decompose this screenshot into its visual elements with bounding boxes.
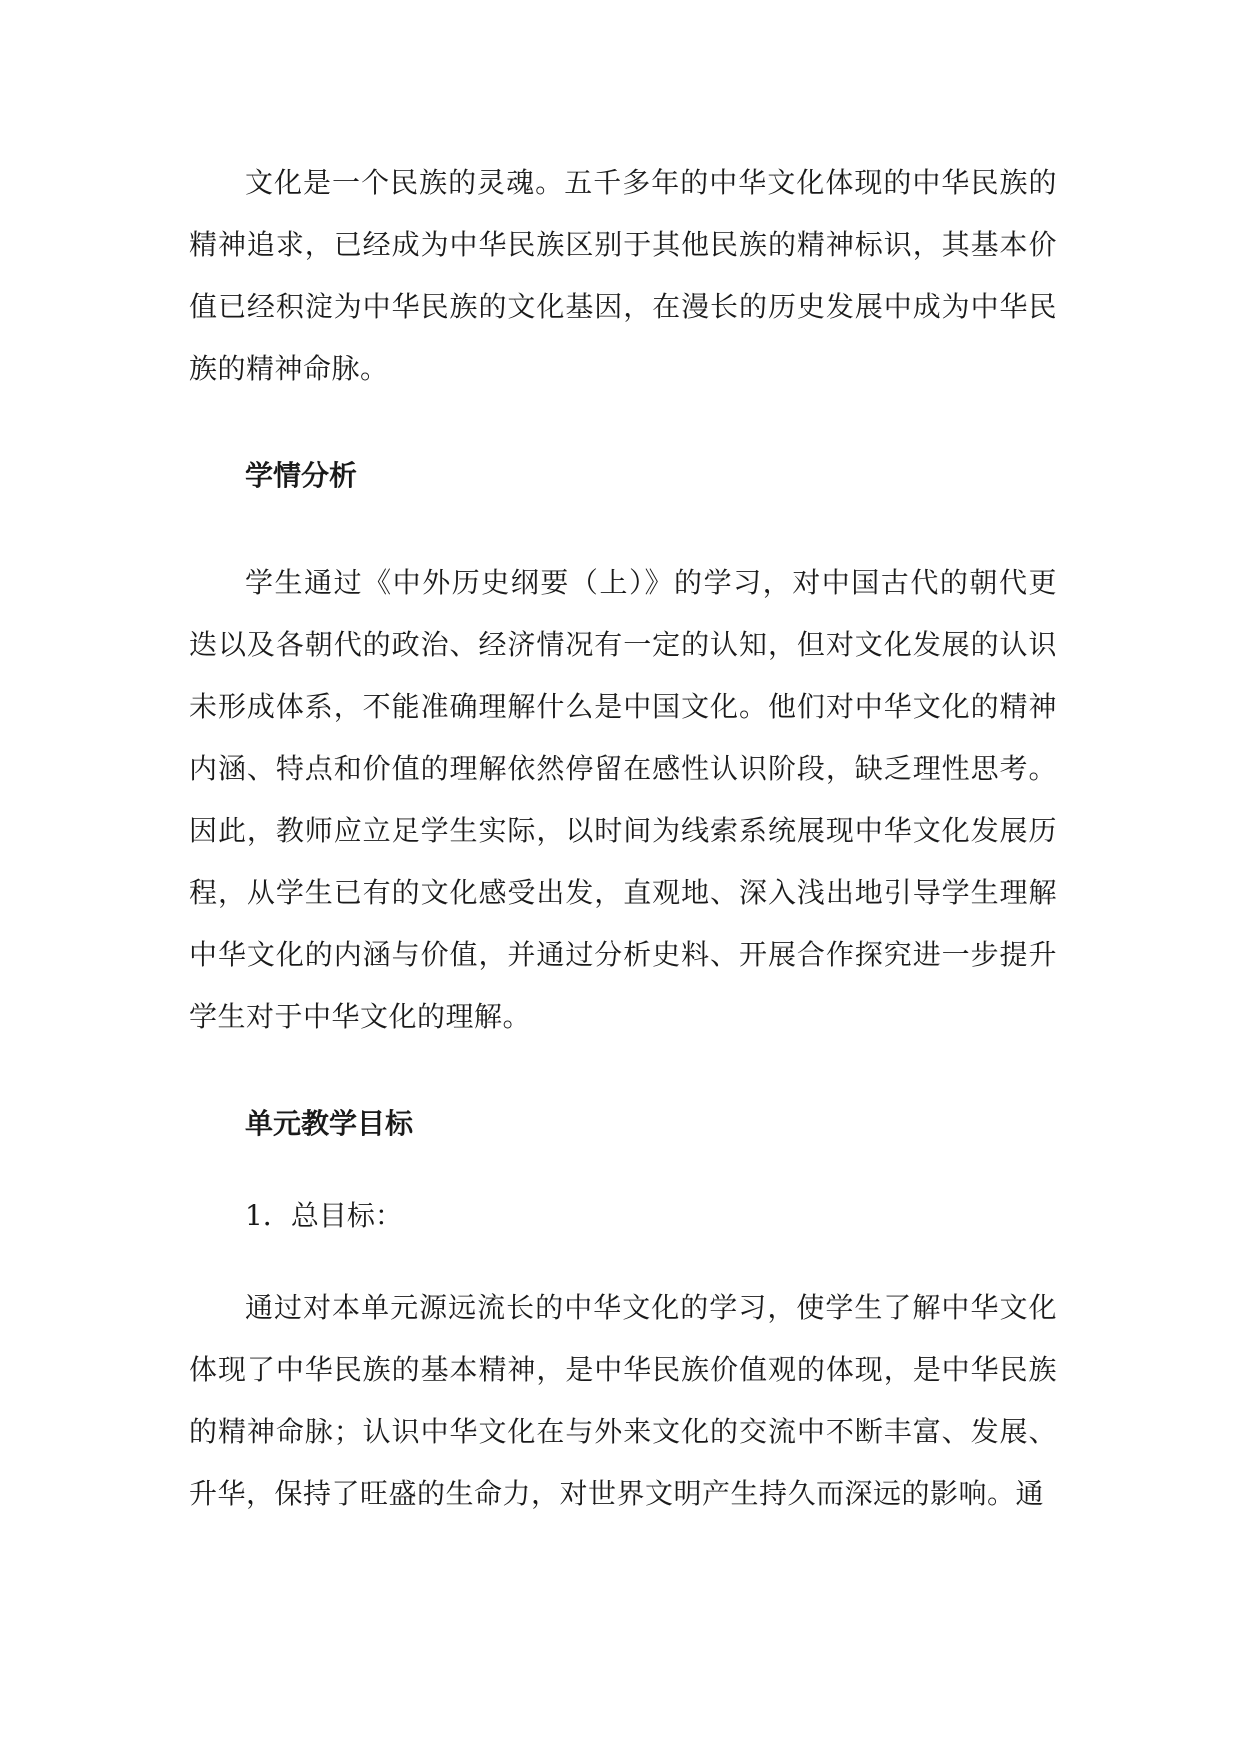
spacer	[189, 400, 1057, 445]
goals-paragraph: 通过对本单元源远流长的中华文化的学习，使学生了解中华文化体现了中华民族的基本精神，是中华民族价值观的体现，是中华民族的精神命脉；认识中华文化在与外来文化的交流中不断丰富、发展、升华，保持了旺盛的生命力，对世界文明产生持久而深远的影响。通	[189, 1291, 1057, 1510]
spacer	[189, 1048, 1057, 1093]
goal-item-label: 1．总目标：	[245, 1199, 403, 1232]
analysis-paragraph: 学生通过《中外历史纲要（上）》的学习，对中国古代的朝代更迭以及各朝代的政治、经济情况有一定的认知，但对文化发展的认识未形成体系，不能准确理解什么是中国文化。他们对中华文化的精神内涵、特点和价值的理解依然停留在感性认识阶段，缺乏理性思考。因此，教师应立足学生实际，以时间为线索系统展现中华文化发展历程，从学生已有的文化感受出发，直观地、深入浅出地引导学生理解中华文化的内涵与价值，并通过分析史料、开展合作探究进一步提升学生对于中华文化的理解。	[189, 566, 1057, 1033]
spacer	[189, 1155, 1057, 1185]
document-body	[189, 152, 1057, 1525]
spacer	[189, 507, 1057, 552]
section-heading-analysis: 学情分析	[245, 459, 358, 492]
spacer	[189, 1247, 1057, 1277]
intro-paragraph: 文化是一个民族的灵魂。五千多年的中华文化体现的中华民族的精神追求，已经成为中华民族区别于其他民族的精神标识，其基本价值已经积淀为中华民族的文化基因，在漫长的历史发展中成为中华民族的精神命脉。	[189, 166, 1057, 385]
section-heading-goals: 单元教学目标	[245, 1107, 414, 1140]
